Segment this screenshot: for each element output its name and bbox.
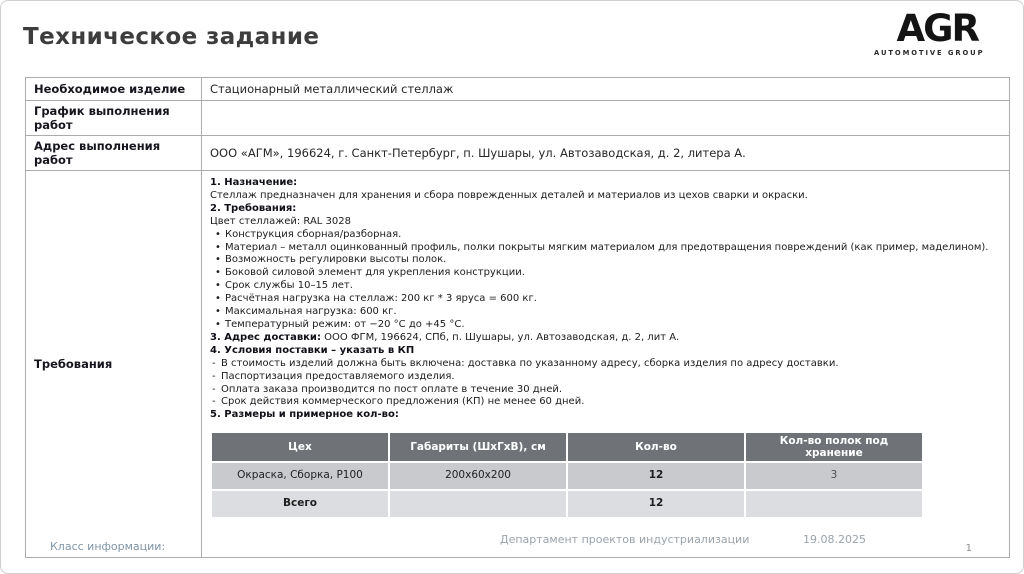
spec-table: [25, 77, 1010, 558]
requirement-line: 3. Адрес доставки: ООО ФГМ, 196624, СПб, п. Шушары, ул. Автозаводская, д. 2, лит А.: [210, 331, 680, 343]
requirement-line-heading: 3. Адрес доставки:: [210, 331, 321, 343]
row-label-schedule: График выполнения работ: [26, 101, 202, 136]
footer-info-class-label: Класс информации:: [50, 540, 166, 553]
row-value-product: Стационарный металлический стеллаж: [202, 78, 1010, 101]
quantities-data-row: [212, 463, 922, 489]
footer-page-number: 1: [965, 543, 972, 554]
requirement-line: • Возможность регулировки высоты полок.: [210, 254, 1001, 267]
requirements-cell: [202, 171, 1010, 558]
requirement-line: • Максимальная нагрузка: 600 кг.: [210, 306, 1001, 319]
quantities-header-cell: Кол-во полок под хранение: [746, 433, 922, 461]
spec-row-address: [26, 136, 1010, 171]
quantities-total-row: [212, 491, 922, 517]
spec-row-requirements: [26, 171, 1010, 558]
quantities-cell: 12: [568, 491, 744, 517]
row-label-address: Адрес выполнения работ: [26, 136, 202, 171]
requirement-line: • Конструкция сборная/разборная.: [210, 229, 1001, 242]
page-title: Техническое задание: [23, 24, 320, 50]
requirement-line: • Температурный режим: от −20 °C до +45 °C.: [210, 319, 1001, 332]
row-value-address: ООО «АГМ», 196624, г. Санкт-Петербург, п. Шушары, ул. Автозаводская, д. 2, литера А.: [202, 136, 1010, 171]
requirement-line: - Паспортизация предоставляемого изделия.: [210, 371, 1001, 384]
quantities-cell: Всего: [212, 491, 388, 517]
quantities-header-cell: Кол-во: [568, 433, 744, 461]
row-label-requirements: Требования: [26, 171, 202, 558]
quantities-body: [212, 463, 922, 517]
footer-department: Департамент проектов индустриализации: [500, 533, 750, 546]
quantities-cell: 12: [568, 463, 744, 489]
requirement-line: [210, 203, 1001, 216]
quantities-cell: 200х60х200: [390, 463, 566, 489]
quantities-cell: Окраска, Сборка, Р100: [212, 463, 388, 489]
requirement-line: [210, 409, 1001, 422]
row-label-product: Необходимое изделие: [26, 78, 202, 101]
quantities-cell: 3: [746, 463, 922, 489]
row-value-schedule: [202, 101, 1010, 136]
agr-logo: [874, 7, 985, 57]
requirement-line-heading: 4. Условия поставки – указать в КП: [210, 344, 415, 356]
spec-row-schedule: [26, 101, 1010, 136]
quantities-header-row: [212, 433, 922, 461]
quantities-cell: [390, 491, 566, 517]
requirement-line-heading: 5. Размеры и примерное кол-во:: [210, 409, 399, 421]
logo-subtext: AUTOMOTIVE GROUP: [874, 48, 985, 57]
requirement-line: • Боковой силовой элемент для укрепления конструкции.: [210, 267, 1001, 280]
requirement-line: Цвет стеллажей: RAL 3028: [210, 215, 351, 227]
footer-date: 19.08.2025: [803, 533, 866, 546]
quantities-table: [210, 431, 924, 519]
requirement-line: Стеллаж предназначен для хранения и сбора поврежденных деталей и материалов из цехов сварки и окраски.: [210, 189, 808, 201]
quantities-header-cell: Габариты (ШхГхВ), см: [390, 433, 566, 461]
quantities-cell: [746, 491, 922, 517]
requirement-line-heading: 1. Назначение:: [210, 177, 298, 188]
requirement-line: [210, 345, 1001, 358]
requirement-line-heading: 2. Требования:: [210, 202, 297, 214]
requirement-line: • Срок службы 10–15 лет.: [210, 280, 1001, 293]
spec-row-product: [26, 78, 1010, 101]
requirement-line: - В стоимость изделий должна быть включена: доставка по указанному адресу, сборка изделия по адресу доставки.: [210, 358, 1001, 371]
requirement-line: - Оплата заказа производится по пост оплате в течение 30 дней.: [210, 384, 1001, 397]
requirements-content: [210, 177, 1001, 422]
requirement-line: - Срок действия коммерческого предложения (КП) не менее 60 дней.: [210, 396, 1001, 409]
requirement-line: [210, 177, 1001, 190]
requirement-line: • Материал – металл оцинкованный профиль, полки покрыты мягким материалом для предотвращения повреждений (как пример, маделином).: [210, 242, 1001, 255]
logo-text: AGR: [896, 7, 978, 50]
requirement-line: • Расчётная нагрузка на стеллаж: 200 кг * 3 яруса = 600 кг.: [210, 293, 1001, 306]
quantities-header-cell: Цех: [212, 433, 388, 461]
